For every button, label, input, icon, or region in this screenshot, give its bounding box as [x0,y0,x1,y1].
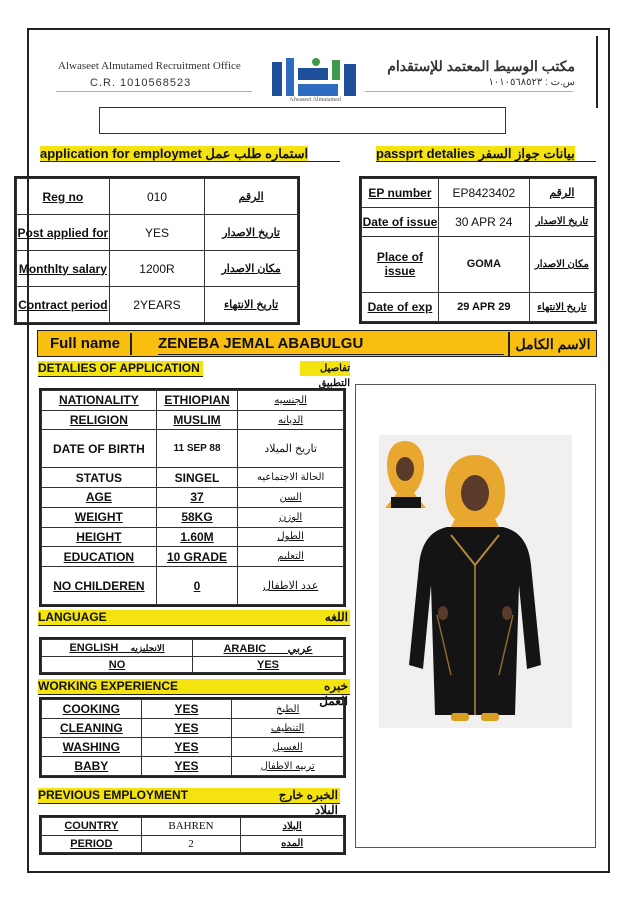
passport-title [376,146,596,162]
row-value: 2 [141,835,241,853]
commercial-register-en: C.R. 1010568523 [90,77,192,89]
table-row [362,207,595,236]
applicant-portrait-inset [379,435,432,508]
table-row [42,567,344,605]
details-title: DETALIES OF APPLICATION [38,361,203,377]
row-label: WASHING [42,738,142,757]
language-english-label-ar: الانجليزيه [130,643,165,654]
experience-title-ar: خبره العمل [300,679,348,694]
table-row [42,835,344,853]
row-label-ar: السن [238,488,344,508]
row-label-ar: الديانه [238,410,344,430]
office-name-ar: مكتب الوسيط المعتمد للإستقدام [387,58,575,74]
language-english-cell [42,640,193,657]
table-row [42,468,344,488]
row-value: 1200R [109,251,205,287]
table-row [362,236,595,292]
table-row [42,547,344,567]
row-value: 10 GRADE [156,547,238,567]
header-rule-left [56,91,252,92]
full-name-label: Full name [40,333,132,355]
row-label: Date of issue [362,207,439,236]
row-label-ar: الجنسيه [238,391,344,411]
row-label-ar: الطول [238,527,344,547]
row-value: 58KG [156,507,238,527]
row-label-ar: تاريخ الميلاد [238,430,344,468]
application-table [14,176,300,325]
row-label-ar: مكان الاصدار [529,236,594,292]
application-title-text: application for employmet استماره طلب عمل [40,146,309,161]
row-value: 29 APR 29 [438,293,529,322]
table-row [42,818,344,836]
row-label: NO CHILDEREN [42,567,157,605]
table-row [42,757,344,776]
passport-title-text: passprt detalies بيانات جواز السفر [376,146,575,161]
table-row [42,700,344,719]
row-label: PERIOD [42,835,142,853]
full-name-value: ZENEBA JEMAL ABABULGU [158,334,504,355]
row-label: Contract period [17,287,110,323]
row-label: NATIONALITY [42,391,157,411]
row-label-ar: عدد الاطفال [238,567,344,605]
table-row [42,527,344,547]
row-value: 37 [156,488,238,508]
details-title-ar: تفاصيل التطبيق [300,361,350,376]
row-value: YES [141,738,232,757]
row-label-ar: البلاد [241,818,344,836]
divider-line [596,36,598,108]
header-rule-right [365,91,573,92]
row-label: Post applied for [17,215,110,251]
row-label: COUNTRY [42,818,142,836]
commercial-register-ar: س.ت : ١٠١٠٥٦٨٥٢٣ [488,77,575,88]
row-label: DATE OF BIRTH [42,430,157,468]
table-row [42,640,344,657]
language-title-ar: اللغه [318,610,348,625]
row-label: EDUCATION [42,547,157,567]
table-row [17,287,298,323]
row-value: BAHREN [141,818,241,836]
row-label: WEIGHT [42,507,157,527]
row-value: EP8423402 [438,179,529,208]
table-row [362,293,595,322]
previous-title: PREVIOUS EMPLOYMENT [38,788,340,804]
table-row [362,179,595,208]
passport-table [359,176,597,324]
logo-caption: Alwaseet Almutamed [289,97,341,103]
row-value: YES [109,215,205,251]
row-value: 0 [156,567,238,605]
row-label: Monthlty salary [17,251,110,287]
previous-title-ar: الخبره خارج البلاد [266,788,338,803]
details-table [39,388,346,607]
row-label: AGE [42,488,157,508]
row-label-ar: التعليم [238,547,344,567]
experience-table [39,697,346,778]
language-table [39,637,346,675]
row-label-ar: تاريخ الاصدار [529,207,594,236]
row-label-ar: الرقم [529,179,594,208]
previous-table [39,815,346,855]
row-value: 30 APR 24 [438,207,529,236]
table-row [17,251,298,287]
table-row [17,215,298,251]
row-value: 010 [109,179,205,215]
row-value: 1.60M [156,527,238,547]
row-value: SINGEL [156,468,238,488]
table-row [42,430,344,468]
language-arabic-label: ARABIC [223,642,267,655]
row-label-ar: تربيه الاطفال [232,757,344,776]
row-label-ar: تاريخ الاصدار [205,215,298,251]
office-name-en: Alwaseet Almutamed Recruitment Office [58,60,241,72]
row-label: Reg no [17,179,110,215]
row-label: RELIGION [42,410,157,430]
language-english-label: ENGLISH [69,642,119,655]
row-label: EP number [362,179,439,208]
row-value: YES [141,719,232,738]
table-row [42,738,344,757]
row-value: ETHIOPIAN [156,391,238,411]
table-row [17,179,298,215]
language-arabic-label-ar: عربي [287,642,313,655]
row-value: YES [141,700,232,719]
row-label-ar: الغسيل [232,738,344,757]
row-label: COOKING [42,700,142,719]
row-label-ar: تاريخ الانتهاء [529,293,594,322]
table-row [42,719,344,738]
row-label: HEIGHT [42,527,157,547]
language-arabic-value: YES [193,657,344,673]
row-label-ar: تاريخ الانتهاء [205,287,298,323]
table-row [42,410,344,430]
row-label: Date of exp [362,293,439,322]
row-label-ar: الوزن [238,507,344,527]
row-value: MUSLIM [156,410,238,430]
row-label-ar: مكان الاصدار [205,251,298,287]
table-row [42,507,344,527]
experience-title: WORKING EXPERIENCE [38,679,350,695]
row-value: GOMA [438,236,529,292]
row-value: YES [141,757,232,776]
language-arabic-cell [193,640,344,657]
row-label: BABY [42,757,142,776]
blank-field [99,107,506,134]
full-name-label-ar: الاسم الكامل [508,332,596,356]
row-label: CLEANING [42,719,142,738]
table-row [42,391,344,411]
row-label-ar: الطبخ [232,700,344,719]
row-label-ar: الرقم [205,179,298,215]
row-label-ar: المده [241,835,344,853]
table-row [42,657,344,673]
language-title: LANGUAGE [38,610,350,626]
row-value: 11 SEP 88 [156,430,238,468]
application-title [40,146,340,162]
row-value: 2YEARS [109,287,205,323]
row-label: STATUS [42,468,157,488]
row-label-ar: التنظيف [232,719,344,738]
language-english-value: NO [42,657,193,673]
row-label: Place of issue [362,236,439,292]
row-label-ar: الحالة الاجتماعيه [238,468,344,488]
table-row [42,488,344,508]
